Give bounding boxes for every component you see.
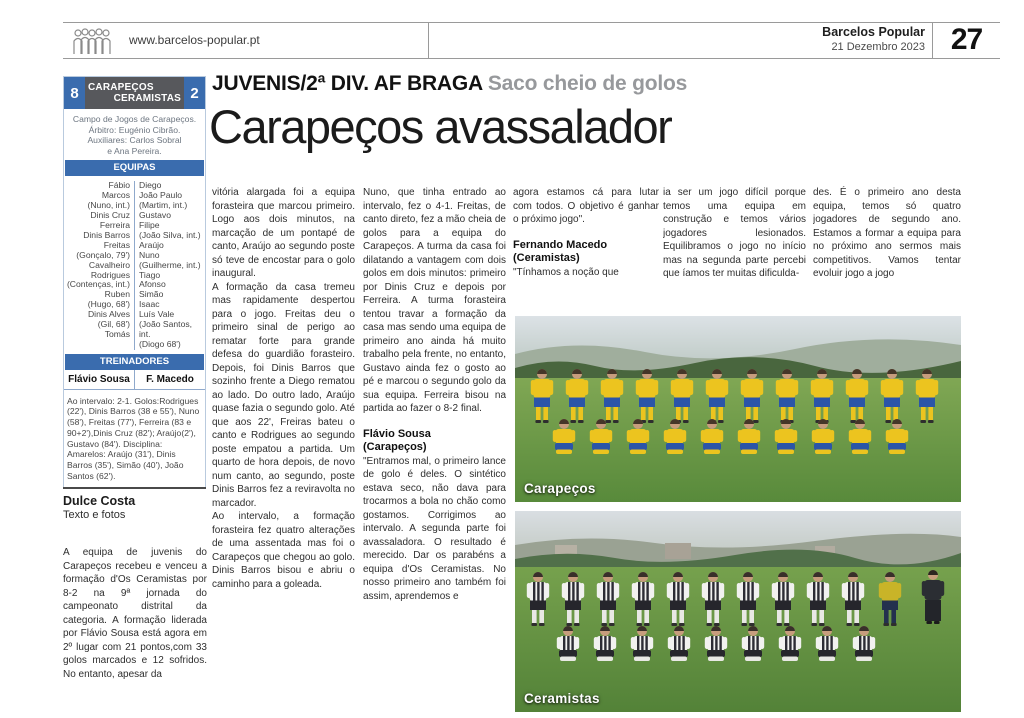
player-name: Rodrigues — [90, 269, 130, 280]
scoreboard — [64, 77, 205, 109]
player-name: (Nuno, int.) — [87, 200, 130, 211]
player-name: (João Silva, int.) — [139, 229, 201, 240]
away-score: 2 — [184, 77, 205, 109]
lineups — [64, 176, 205, 353]
match-card — [63, 76, 206, 489]
away-team-name: CERAMISTAS — [113, 93, 181, 104]
team-photo-illustration — [515, 511, 961, 712]
away-lineup — [134, 181, 205, 349]
headline-kicker — [212, 72, 687, 96]
article-paragraph: des. É o primeiro ano desta equipa, temos só quatro jogadores de segundo ano. Estamos a formar a equipa para no próximo ano sermos mais competitivos. Vamos tentar evoluir jogo a jogo — [813, 187, 961, 279]
player-name: Fábio — [108, 180, 130, 191]
player-name: Marcos — [101, 190, 130, 201]
player-name: (João Santos, int. — [139, 319, 193, 339]
team-photo-ceramistas — [515, 511, 961, 712]
player-name: (Diogo 68') — [139, 338, 181, 349]
byline — [63, 487, 206, 521]
article-column-6 — [813, 186, 961, 314]
publication-date: 21 Dezembro 2023 — [831, 41, 925, 53]
article-paragraph: "Tínhamos a noção que — [513, 266, 619, 278]
player-name: Nuno — [139, 249, 160, 260]
quote-speaker-team: (Carapeços) — [363, 440, 427, 453]
byline-role: Texto e fotos — [63, 509, 126, 521]
page-number: 27 — [950, 23, 983, 56]
player-name: Freitas — [103, 239, 130, 250]
article-paragraph: A equipa de juvenis do Carapeços recebeu e venceu a formação d'Os Ceramistas por 8-2 na 9ª jornada do campeonato distrital da categoria. A formação liderada por Flávio Sousa está agora em 2º lugar com 21 pontos,com 33 golos marcados e 12 sofridos. No entanto, apesar da — [63, 547, 207, 680]
article-column-5 — [663, 186, 806, 314]
home-score: 8 — [64, 77, 85, 109]
player-name: João Paulo — [139, 190, 183, 201]
team-names — [85, 77, 184, 109]
team-photo-carapecos — [515, 316, 961, 502]
kicker-category: JUVENIS/2ª DIV. AF BRAGA — [212, 72, 483, 95]
article-paragraph: Nuno, que tinha entrado ao intervalo, fez o 4-1. Freitas, de canto direto, fez a mão cheia de golos para a equipa do Carapeços. A turma da casa foi dilatando a vantagem com dois golos em dois minutos: primeiro por Dinis Cruz e depois por Ferreira. A turma forasteira tentou travar a formação da casa mas sendo uma equipa de primeiro ano ainda há muito trabalho pela frente, no entanto, Gustavo ainda fez o gosto ao pé e marcou o segundo golo da sua equipa. Ferreira bisou na partida ao fazer o 8-2 final. — [363, 187, 506, 414]
player-name: (Gil, 68') — [97, 319, 130, 330]
equipas-header: EQUIPAS — [65, 160, 204, 176]
match-info-line: Árbitro: Eugénio Cibrão. — [88, 124, 181, 135]
player-name: (Martim, int.) — [139, 200, 188, 211]
player-name: Isaac — [139, 299, 160, 310]
player-name: Tiago — [139, 269, 161, 280]
article-column-4 — [513, 186, 659, 314]
player-name: Araújo — [139, 239, 164, 250]
page-header — [63, 22, 1000, 59]
player-name: Ferreira — [99, 220, 130, 230]
article-paragraph: agora estamos cá para lutar com todos. O objetivo é ganhar o próximo jogo". — [513, 187, 659, 225]
match-info-line: e Ana Pereira. — [107, 145, 162, 156]
player-name: (Contenças, int.) — [66, 279, 130, 290]
quote-speaker-name: Flávio Sousa — [363, 427, 431, 440]
quote-speaker-team: (Ceramistas) — [513, 251, 580, 264]
match-info-line: Auxiliares: Carlos Sobral — [87, 135, 182, 146]
player-name: Filipe — [139, 220, 160, 230]
crowd-icon — [71, 27, 115, 54]
away-coach: F. Macedo — [134, 370, 205, 389]
coaches-row — [64, 370, 205, 390]
publication-block — [693, 25, 925, 55]
player-name: Dinis Barros — [83, 229, 130, 240]
article-title: Carapeços avassalador — [209, 100, 672, 153]
article-column-1 — [63, 546, 207, 718]
publication-name: Barcelos Popular — [822, 25, 925, 39]
article-column-2 — [212, 186, 355, 718]
home-lineup — [64, 181, 134, 349]
match-info — [64, 109, 205, 160]
home-coach: Flávio Sousa — [68, 373, 130, 385]
match-summary: Ao intervalo: 2-1. Golos:Rodrigues (22'), Dinis Barros (38 e 55'), Nuno (58'), Freitas (77'), Ferreira (83 e 90+2'),Dinis Cruz (82'); Araújo(2'), Gustavo (84'). Disciplina: Amarelos: Araújo (31'), Dinis Barros (35'), Simão (40'), João Santos (62'). — [67, 395, 200, 481]
article-paragraph: "Entramos mal, o primeiro lance de golo é deles. O sintético estava seco, não dava para trocarmos a bola no chão como gostamos. Corrigimos ao intervalo. A segunda parte foi avassaladora. O resultado é merecido. Dar os parabéns a equipa d'Os Ceramistas. No nosso primeiro ano também foi assim, aprendemos e — [363, 455, 506, 602]
header-divider — [428, 23, 429, 58]
player-name: (Hugo, 68') — [87, 299, 130, 310]
kicker-subtitle: Saco cheio de golos — [482, 72, 688, 95]
player-name: Luís Vale — [139, 309, 175, 320]
article-paragraph: vitória alargada foi a equipa forasteira que marcou primeiro. Logo aos dois minutos, na marcação de um pontapé de canto, Araújo ao segundo poste só teve de encostar para o golo inaugural. — [212, 187, 355, 279]
player-name: Dinis Cruz — [90, 210, 130, 221]
player-name: Tomás — [104, 328, 130, 339]
photo-caption: Carapeços — [524, 481, 596, 496]
home-team-name: CARAPEÇOS — [88, 82, 154, 93]
player-name: Afonso — [139, 279, 166, 290]
player-figures-front-row — [557, 626, 875, 661]
article-column-3 — [363, 186, 506, 718]
player-name: Dinis Alves — [87, 309, 130, 320]
article-paragraph: Ao intervalo, a formação forasteira fez quatro alterações de uma assentada mas foi o Carapeços que chegou ao golo. Dinis Barros bisou e abriu o caminho para a goleada. — [212, 511, 355, 590]
article-paragraph: A formação da casa tremeu mas rapidamente despertou para o jogo. Freitas deu o primeiro sinal de perigo ao rematar forte para grande defesa do guardião forasteiro. Depois, foi Dinis Barros que sozinho frente a Diego rematou ao lado. Do outro lado, Araújo quase fazia o segundo golo. Até que aos 22', Freiras bateu o canto e Rodrigues ao segundo poste empatou a partida. Um quarto de hora depois, de novo num canto, ao segundo, poste Dinis Barros fez a reviravolta no marcador. — [212, 281, 355, 509]
team-photo-illustration — [515, 316, 961, 502]
player-name: (Guilherme, int.) — [139, 259, 201, 270]
site-url: www.barcelos-popular.pt — [129, 33, 260, 47]
article-paragraph: ia ser um jogo difícil porque temos uma equipa em construção e temos vários jogadores lesionados. Equilibramos o jogo no início mas na segunda parte percebi que íamos ter muitas dificulda- — [663, 187, 806, 279]
player-name: Gustavo — [139, 210, 172, 221]
player-name: Diego — [139, 180, 162, 191]
quote-speaker-name: Fernando Macedo — [513, 238, 608, 251]
player-name: Simão — [139, 289, 164, 300]
player-name: Ruben — [104, 289, 130, 300]
player-name: (Gonçalo, 79') — [76, 249, 130, 260]
treinadores-header: TREINADORES — [65, 354, 204, 370]
match-info-line: Campo de Jogos de Carapeços. — [72, 114, 197, 124]
player-name: Cavalheiro — [88, 259, 130, 270]
byline-author: Dulce Costa — [63, 494, 136, 508]
photo-caption: Ceramistas — [524, 691, 600, 706]
